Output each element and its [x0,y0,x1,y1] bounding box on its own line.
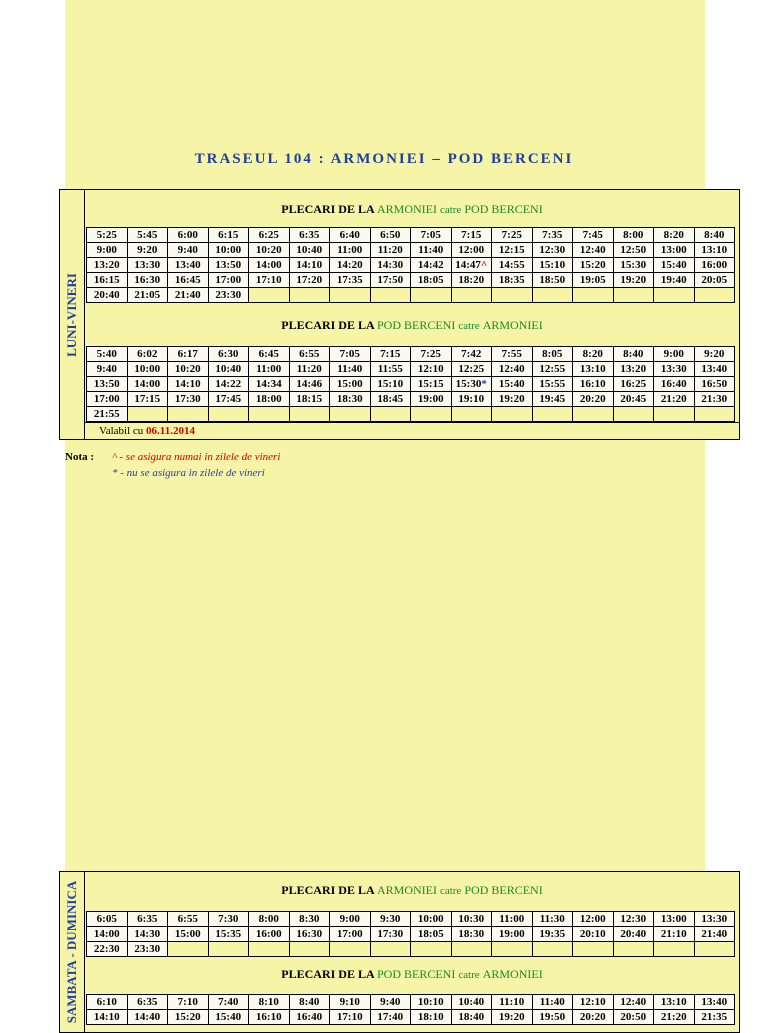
time-cell: 7:15 [370,347,411,362]
time-cell: 16:15 [87,273,128,288]
time-cell: 15:10 [532,258,573,273]
time-cell: 19:20 [492,1010,533,1025]
time-cell: 6:02 [127,347,168,362]
time-cell: 20:20 [573,1010,614,1025]
time-cell: 11:30 [532,912,573,927]
time-cell [208,942,249,957]
time-cell: 19:05 [573,273,614,288]
table-row [87,407,735,422]
time-cell [411,942,452,957]
time-cell: 7:25 [492,228,533,243]
time-cell: 13:30 [654,362,695,377]
time-cell: 14:00 [249,258,290,273]
time-cell: 12:40 [492,362,533,377]
table-row [87,912,735,927]
time-cell: 16:10 [249,1010,290,1025]
time-cell: 20:50 [613,1010,654,1025]
time-cell [370,288,411,303]
time-cell: 20:10 [573,927,614,942]
time-cell: 6:30 [208,347,249,362]
time-cell: 9:30 [370,912,411,927]
time-cell: 11:20 [370,243,411,258]
time-cell: 11:10 [492,995,533,1010]
time-cell [168,942,209,957]
time-cell: 18:15 [289,392,330,407]
time-cell: 17:00 [330,927,371,942]
time-cell: 15:00 [168,927,209,942]
time-cell: 21:05 [127,288,168,303]
time-cell: 14:00 [87,927,128,942]
time-cell: 15:30 [613,258,654,273]
time-cell: 18:20 [451,273,492,288]
time-cell: 14:47^ [451,258,492,273]
time-cell [573,288,614,303]
weekend-header-armoniei: PLECARI DE LA ARMONIEI catre POD BERCENI [281,883,543,897]
time-cell: 13:40 [694,995,735,1010]
time-cell: 17:10 [330,1010,371,1025]
time-cell [411,407,452,422]
time-cell: 9:10 [330,995,371,1010]
time-cell: 8:40 [613,347,654,362]
time-cell: 14:10 [87,1010,128,1025]
time-cell [330,942,371,957]
time-cell: 19:40 [654,273,695,288]
time-cell: 18:00 [249,392,290,407]
time-cell: 21:30 [694,392,735,407]
time-cell: 12:30 [613,912,654,927]
time-cell: 19:00 [411,392,452,407]
time-cell: 7:35 [532,228,573,243]
weekend-table-pod-berceni [86,994,735,1025]
time-cell: 7:30 [208,912,249,927]
time-cell: 14:00 [127,377,168,392]
time-cell: 13:00 [654,243,695,258]
time-cell: 12:50 [613,243,654,258]
time-cell: 17:30 [168,392,209,407]
time-cell: 14:46 [289,377,330,392]
time-cell: 19:35 [532,927,573,942]
time-cell: 17:20 [289,273,330,288]
time-cell: 11:40 [532,995,573,1010]
time-cell: 10:00 [127,362,168,377]
time-cell: 13:40 [168,258,209,273]
time-cell: 16:50 [694,377,735,392]
time-cell: 9:00 [654,347,695,362]
time-cell: 5:40 [87,347,128,362]
time-cell: 17:45 [208,392,249,407]
time-cell: 15:20 [573,258,614,273]
time-cell [127,407,168,422]
time-cell: 6:40 [330,228,371,243]
time-cell: 9:20 [127,243,168,258]
time-cell: 7:40 [208,995,249,1010]
time-cell: 9:00 [330,912,371,927]
time-cell: 13:20 [613,362,654,377]
not-friday-marker: * [481,377,487,390]
time-cell [613,288,654,303]
time-cell [654,288,695,303]
time-cell: 16:30 [289,927,330,942]
time-cell [451,942,492,957]
time-cell: 11:55 [370,362,411,377]
time-cell: 8:20 [654,228,695,243]
time-cell: 18:10 [411,1010,452,1025]
time-cell [330,288,371,303]
table-row [87,1010,735,1025]
time-cell: 8:40 [694,228,735,243]
table-row [87,377,735,392]
time-cell: 12:15 [492,243,533,258]
time-cell: 8:20 [573,347,614,362]
time-cell [208,407,249,422]
time-cell: 13:50 [87,377,128,392]
time-cell: 17:50 [370,273,411,288]
time-cell: 6:10 [87,995,128,1010]
time-cell [532,407,573,422]
table-row [87,288,735,303]
time-cell [694,942,735,957]
time-cell: 17:10 [249,273,290,288]
time-cell [289,288,330,303]
time-cell [532,942,573,957]
table-row [87,995,735,1010]
time-cell [249,288,290,303]
route-title: TRASEUL 104 : ARMONIEI – POD BERCENI [194,151,574,167]
time-cell: 19:45 [532,392,573,407]
weekend-side-label: SAMBATA - DUMINICA [60,872,85,1032]
time-cell: 10:30 [451,912,492,927]
note-not-friday: * - nu se asigura in zilele de vineri [112,467,265,479]
time-cell [573,407,614,422]
time-cell: 9:40 [87,362,128,377]
time-cell: 10:40 [289,243,330,258]
time-cell: 20:20 [573,392,614,407]
time-cell: 6:15 [208,228,249,243]
time-cell: 6:45 [249,347,290,362]
table-row [87,362,735,377]
time-cell: 14:34 [249,377,290,392]
valid-from: Valabil cu 06.11.2014 [85,422,739,439]
time-cell: 8:30 [289,912,330,927]
weekday-header-pod-berceni: PLECARI DE LA POD BERCENI catre ARMONIEI [281,318,543,332]
time-cell: 13:20 [87,258,128,273]
time-cell: 13:10 [654,995,695,1010]
time-cell: 10:40 [451,995,492,1010]
time-cell: 18:05 [411,927,452,942]
time-cell: 6:35 [127,995,168,1010]
time-cell: 10:20 [168,362,209,377]
time-cell: 8:00 [613,228,654,243]
time-cell: 13:10 [573,362,614,377]
time-cell: 14:22 [208,377,249,392]
time-cell: 7:15 [451,228,492,243]
time-cell: 7:55 [492,347,533,362]
time-cell: 22:30 [87,942,128,957]
time-cell: 19:50 [532,1010,573,1025]
time-cell [411,288,452,303]
time-cell [249,407,290,422]
time-cell: 15:35 [208,927,249,942]
time-cell [613,942,654,957]
time-cell [532,288,573,303]
time-cell: 7:05 [330,347,371,362]
table-row [87,347,735,362]
time-cell: 21:35 [694,1010,735,1025]
time-cell: 9:40 [370,995,411,1010]
time-cell: 14:30 [127,927,168,942]
time-cell: 14:40 [127,1010,168,1025]
time-cell: 12:25 [451,362,492,377]
time-cell: 7:05 [411,228,452,243]
weekend-schedule [59,871,740,1033]
time-cell: 12:30 [532,243,573,258]
time-cell: 7:45 [573,228,614,243]
time-cell: 6:17 [168,347,209,362]
time-cell [289,942,330,957]
time-cell: 20:45 [613,392,654,407]
table-row [87,273,735,288]
time-cell: 16:10 [573,377,614,392]
time-cell: 15:40 [492,377,533,392]
time-cell: 13:40 [694,362,735,377]
time-cell: 14:42 [411,258,452,273]
nota-label: Nota : [65,451,95,463]
time-cell: 10:40 [208,362,249,377]
time-cell: 8:05 [532,347,573,362]
time-cell: 17:40 [370,1010,411,1025]
time-cell: 15:55 [532,377,573,392]
time-cell [370,942,411,957]
time-cell: 10:00 [208,243,249,258]
time-cell: 17:00 [208,273,249,288]
time-cell: 6:55 [168,912,209,927]
table-row [87,927,735,942]
time-cell: 20:05 [694,273,735,288]
weekday-table-pod-berceni [86,346,735,422]
time-cell [654,407,695,422]
time-cell: 15:00 [330,377,371,392]
time-cell [613,407,654,422]
time-cell: 16:45 [168,273,209,288]
time-cell: 12:10 [573,995,614,1010]
time-cell: 6:55 [289,347,330,362]
time-cell: 5:25 [87,228,128,243]
time-cell: 12:55 [532,362,573,377]
time-cell: 15:10 [370,377,411,392]
time-cell: 10:10 [411,995,452,1010]
time-cell [168,407,209,422]
time-cell [249,942,290,957]
time-cell: 19:20 [613,273,654,288]
time-cell: 13:30 [694,912,735,927]
time-cell: 23:30 [208,288,249,303]
time-cell: 18:50 [532,273,573,288]
time-cell: 13:00 [654,912,695,927]
time-cell: 11:00 [492,912,533,927]
time-cell: 15:40 [654,258,695,273]
time-cell: 14:20 [330,258,371,273]
weekend-table-armoniei [86,911,735,957]
time-cell: 14:10 [289,258,330,273]
time-cell: 17:15 [127,392,168,407]
weekend-header-pod-berceni: PLECARI DE LA POD BERCENI catre ARMONIEI [281,967,543,981]
time-cell: 18:05 [411,273,452,288]
time-cell: 6:05 [87,912,128,927]
table-row [87,942,735,957]
time-cell: 16:30 [127,273,168,288]
time-cell: 9:00 [87,243,128,258]
time-cell: 18:40 [451,1010,492,1025]
time-cell: 9:40 [168,243,209,258]
weekday-header-armoniei: PLECARI DE LA ARMONIEI catre POD BERCENI [281,202,543,216]
time-cell [694,407,735,422]
time-cell: 19:20 [492,392,533,407]
time-cell [451,288,492,303]
time-cell: 16:25 [613,377,654,392]
time-cell: 6:50 [370,228,411,243]
time-cell: 7:10 [168,995,209,1010]
time-cell: 16:00 [249,927,290,942]
time-cell: 15:20 [168,1010,209,1025]
time-cell: 6:35 [127,912,168,927]
time-cell: 18:35 [492,273,533,288]
time-cell: 13:30 [127,258,168,273]
time-cell [492,407,533,422]
time-cell: 12:00 [451,243,492,258]
time-cell: 19:10 [451,392,492,407]
time-cell: 8:40 [289,995,330,1010]
time-cell: 21:40 [168,288,209,303]
time-cell: 11:00 [249,362,290,377]
time-cell: 7:25 [411,347,452,362]
time-cell: 16:40 [289,1010,330,1025]
time-cell: 10:20 [249,243,290,258]
time-cell [654,942,695,957]
time-cell: 20:40 [613,927,654,942]
time-cell: 23:30 [127,942,168,957]
time-cell: 13:50 [208,258,249,273]
time-cell [492,942,533,957]
time-cell: 8:00 [249,912,290,927]
time-cell: 6:35 [289,228,330,243]
time-cell: 11:00 [330,243,371,258]
time-cell: 9:20 [694,347,735,362]
time-cell: 16:40 [654,377,695,392]
time-cell: 21:40 [694,927,735,942]
time-cell: 19:00 [492,927,533,942]
time-cell [330,407,371,422]
time-cell: 8:10 [249,995,290,1010]
time-cell: 14:30 [370,258,411,273]
time-cell: 21:55 [87,407,128,422]
time-cell: 12:10 [411,362,452,377]
weekday-table-armoniei [86,227,735,303]
time-cell: 18:30 [451,927,492,942]
time-cell [573,942,614,957]
time-cell: 17:35 [330,273,371,288]
time-cell: 17:30 [370,927,411,942]
time-cell: 11:20 [289,362,330,377]
time-cell: 21:20 [654,392,695,407]
time-cell [451,407,492,422]
time-cell: 16:00 [694,258,735,273]
time-cell: 5:45 [127,228,168,243]
time-cell: 18:30 [330,392,371,407]
time-cell: 10:00 [411,912,452,927]
table-row [87,243,735,258]
time-cell: 12:00 [573,912,614,927]
note-friday-only: ^ - se asigura numai in zilele de vineri [112,451,281,463]
friday-only-marker: ^ [480,258,488,271]
time-cell: 21:20 [654,1010,695,1025]
time-cell [289,407,330,422]
time-cell: 15:15 [411,377,452,392]
time-cell: 20:40 [87,288,128,303]
time-cell: 12:40 [573,243,614,258]
time-cell: 14:10 [168,377,209,392]
time-cell: 15:40 [208,1010,249,1025]
time-cell: 11:40 [411,243,452,258]
time-cell: 17:00 [87,392,128,407]
time-cell: 21:10 [654,927,695,942]
table-row [87,392,735,407]
weekday-side-label: LUNI-VINERI [60,190,85,439]
table-row [87,258,735,273]
time-cell: 6:25 [249,228,290,243]
time-cell [370,407,411,422]
time-cell [694,288,735,303]
time-cell: 6:00 [168,228,209,243]
time-cell: 15:30* [451,377,492,392]
time-cell: 13:10 [694,243,735,258]
time-cell [492,288,533,303]
time-cell: 11:40 [330,362,371,377]
weekday-schedule [59,189,740,440]
time-cell: 12:40 [613,995,654,1010]
time-cell: 7:42 [451,347,492,362]
time-cell: 18:45 [370,392,411,407]
time-cell: 14:55 [492,258,533,273]
table-row [87,228,735,243]
